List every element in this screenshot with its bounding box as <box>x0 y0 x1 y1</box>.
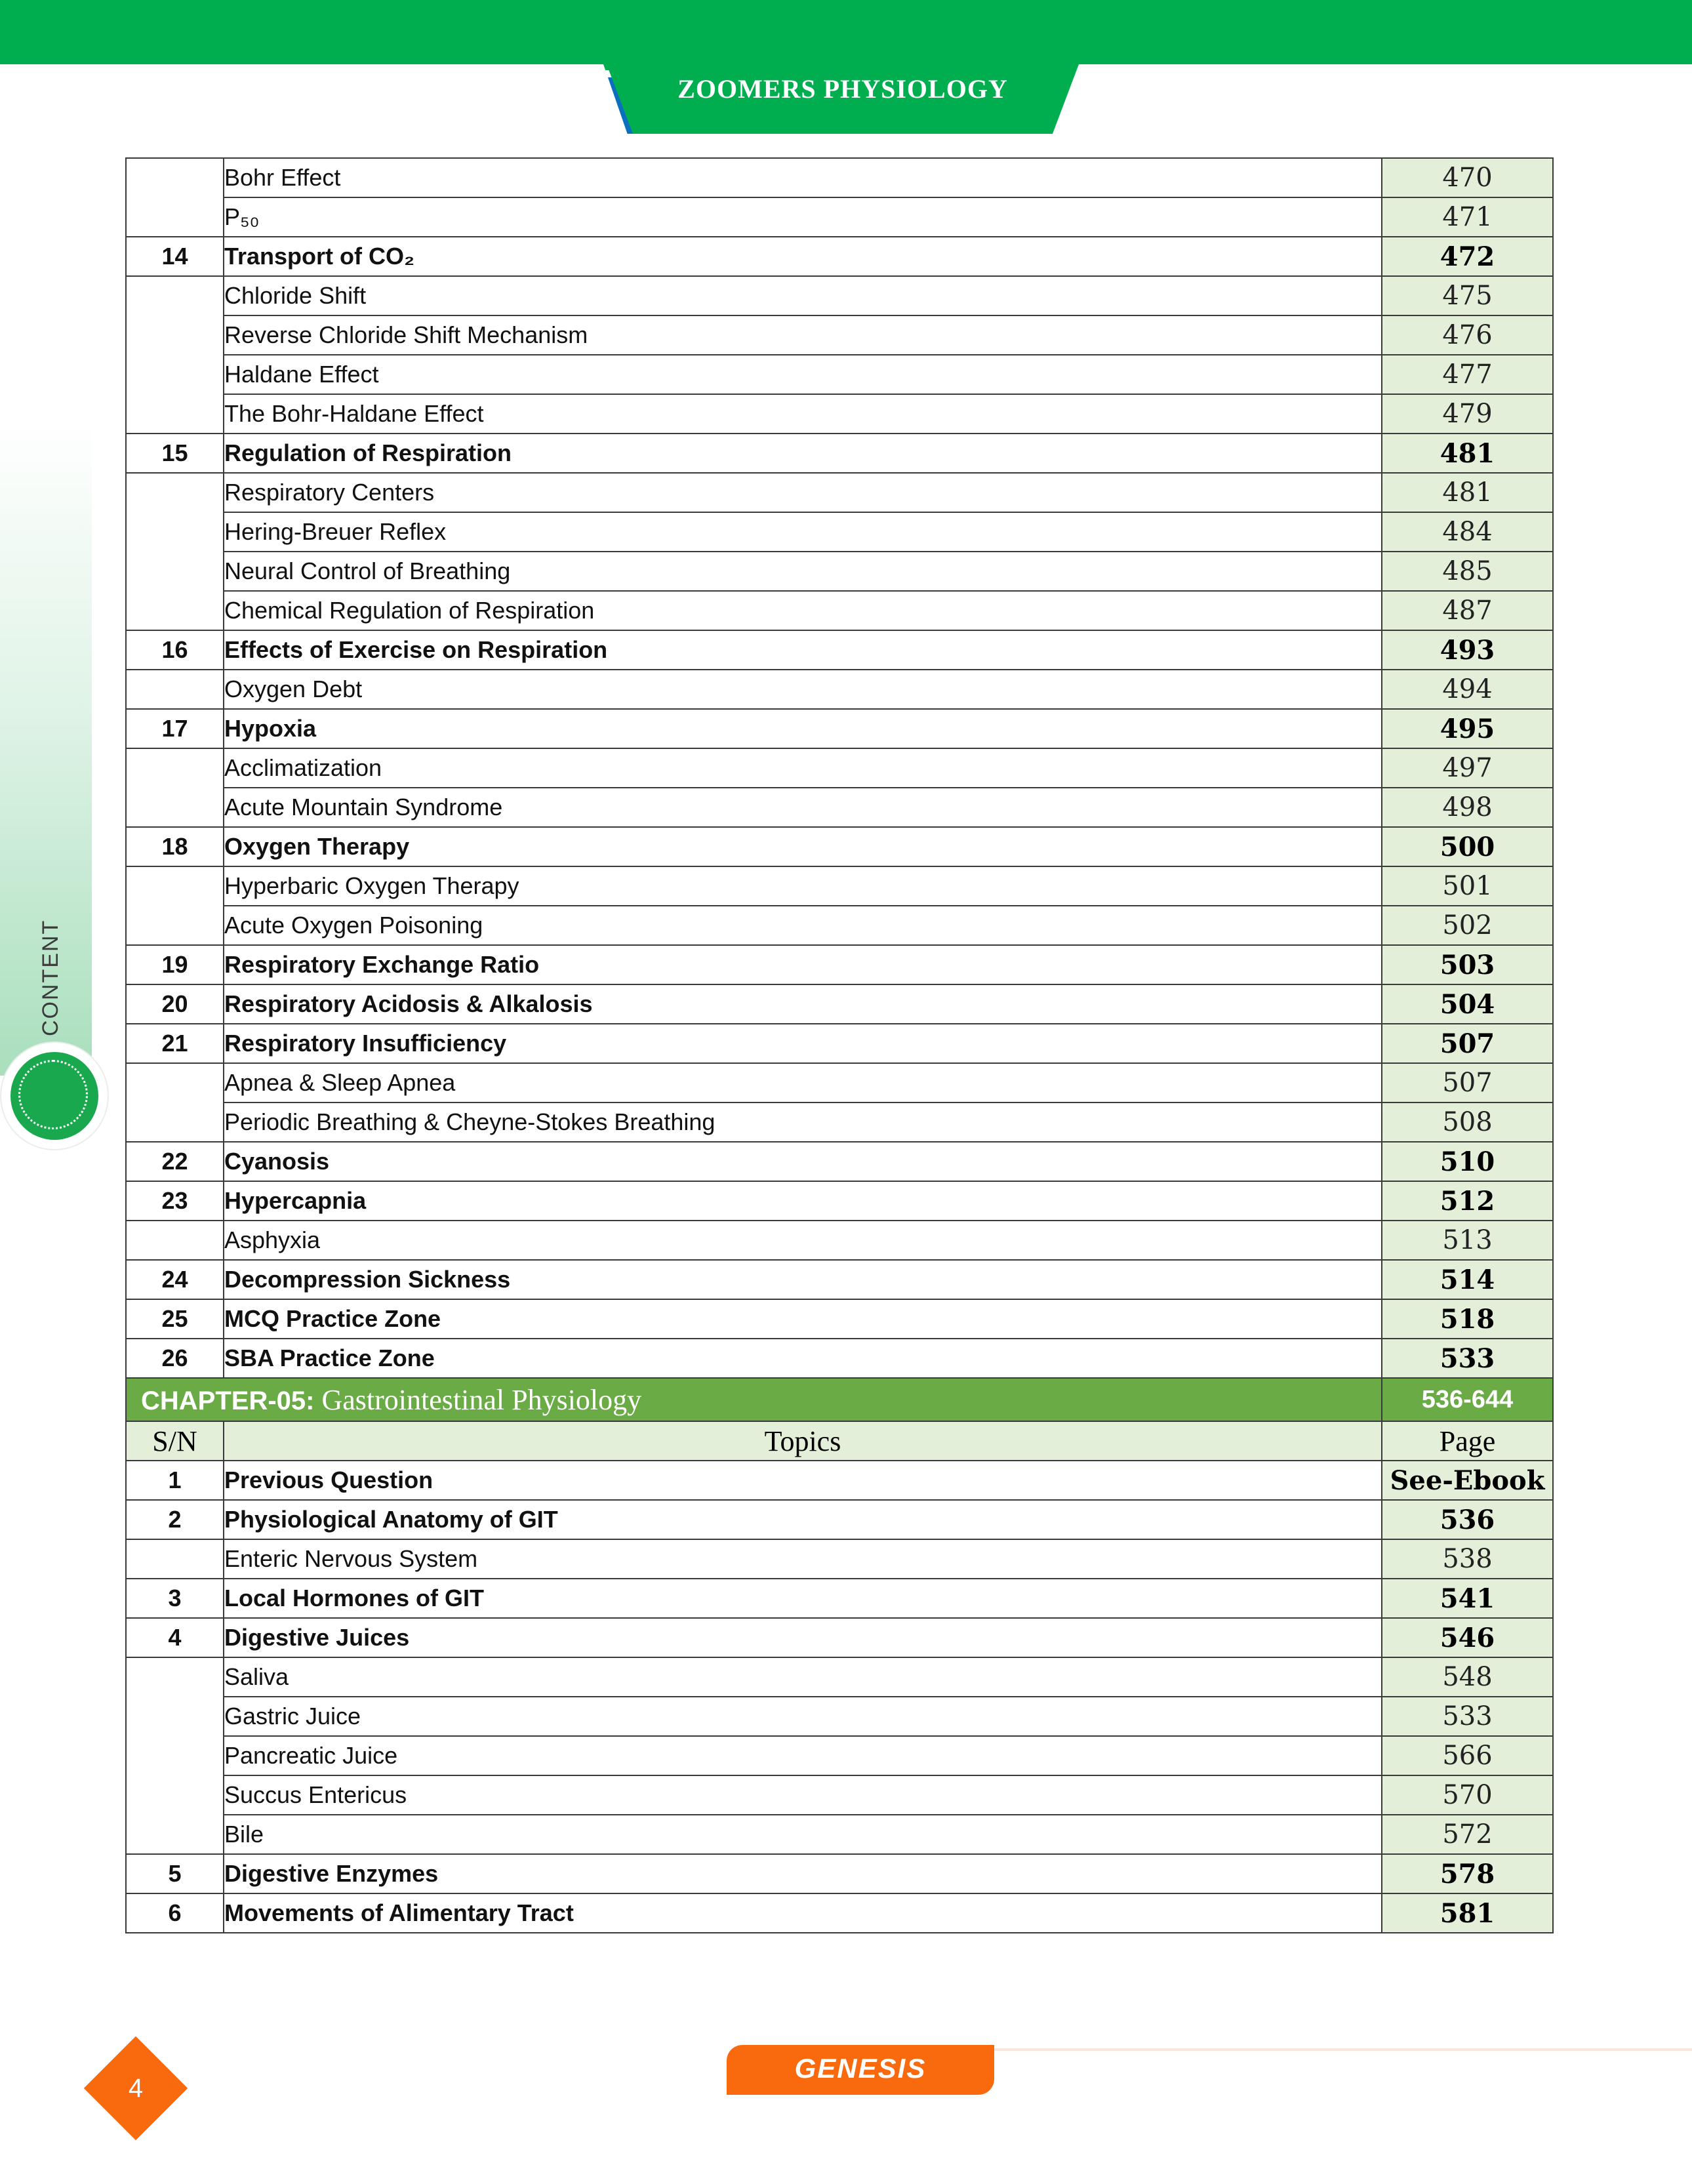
toc-row[interactable] <box>126 984 1553 1024</box>
toc-row[interactable] <box>126 434 1553 473</box>
header-green-bar <box>0 0 1692 70</box>
page-reference: 481 <box>1382 434 1553 473</box>
toc-row[interactable] <box>126 1736 1553 1775</box>
serial-number: 25 <box>126 1299 224 1339</box>
subtopic: Reverse Chloride Shift Mechanism <box>224 315 1382 355</box>
toc-row[interactable] <box>126 630 1553 670</box>
serial-number: 21 <box>126 1024 224 1063</box>
page-reference: 541 <box>1382 1579 1553 1618</box>
serial-number: 4 <box>126 1618 224 1657</box>
topic-heading: Local Hormones of GIT <box>224 1579 1382 1618</box>
side-section-label: CONTENT <box>38 919 63 1036</box>
page-reference: 472 <box>1382 237 1553 276</box>
chapter-name: Gastrointestinal Physiology <box>314 1383 642 1416</box>
serial-number <box>126 1221 224 1260</box>
subtopic: Neural Control of Breathing <box>224 552 1382 591</box>
page-reference: 471 <box>1382 197 1553 237</box>
toc-row[interactable] <box>126 1579 1553 1618</box>
serial-number <box>126 276 224 434</box>
serial-number <box>126 748 224 827</box>
serial-number: 3 <box>126 1579 224 1618</box>
page-reference: 475 <box>1382 276 1553 315</box>
page-reference: 566 <box>1382 1736 1553 1775</box>
subtopic: Acute Mountain Syndrome <box>224 788 1382 827</box>
topic-heading: Physiological Anatomy of GIT <box>224 1500 1382 1539</box>
page-number: 4 <box>128 2074 144 2103</box>
toc-row[interactable] <box>126 1539 1553 1579</box>
serial-number <box>126 1539 224 1579</box>
toc-row[interactable] <box>126 1461 1553 1500</box>
chapter-page-range: 536-644 <box>1382 1378 1553 1421</box>
subtopic: Hering-Breuer Reflex <box>224 512 1382 552</box>
page-reference: 470 <box>1382 158 1553 197</box>
page-reference: 481 <box>1382 473 1553 512</box>
toc-row[interactable] <box>126 1260 1553 1299</box>
page-reference: 493 <box>1382 630 1553 670</box>
contents-table <box>125 157 1554 1933</box>
serial-number: 14 <box>126 237 224 276</box>
chapter-title <box>126 1378 1382 1421</box>
page-reference: 503 <box>1382 945 1553 984</box>
serial-number <box>126 473 224 630</box>
column-header-topics: Topics <box>224 1421 1382 1461</box>
toc-row[interactable] <box>126 1815 1553 1854</box>
toc-row[interactable] <box>126 1221 1553 1260</box>
topic-heading: MCQ Practice Zone <box>224 1299 1382 1339</box>
toc-row[interactable] <box>126 1893 1553 1933</box>
subtopic: Apnea & Sleep Apnea <box>224 1063 1382 1102</box>
topic-heading: Cyanosis <box>224 1142 1382 1181</box>
toc-row[interactable] <box>126 945 1553 984</box>
page-reference: 504 <box>1382 984 1553 1024</box>
subtopic: P₅₀ <box>224 197 1382 237</box>
serial-number: 1 <box>126 1461 224 1500</box>
topic-heading: Hypercapnia <box>224 1181 1382 1221</box>
subtopic: Acclimatization <box>224 748 1382 788</box>
toc-row[interactable] <box>126 1500 1553 1539</box>
page-reference: 533 <box>1382 1339 1553 1378</box>
serial-number: 23 <box>126 1181 224 1221</box>
serial-number: 20 <box>126 984 224 1024</box>
column-header-sn: S/N <box>126 1421 224 1461</box>
column-header-page: Page <box>1382 1421 1553 1461</box>
page-reference: 581 <box>1382 1893 1553 1933</box>
toc-row[interactable] <box>126 748 1553 788</box>
toc-row[interactable] <box>126 866 1553 906</box>
subtopic: Acute Oxygen Poisoning <box>224 906 1382 945</box>
chapter-row[interactable] <box>126 1378 1553 1421</box>
serial-number: 22 <box>126 1142 224 1181</box>
page-reference: 497 <box>1382 748 1553 788</box>
page-reference: 501 <box>1382 866 1553 906</box>
serial-number: 2 <box>126 1500 224 1539</box>
page-reference: 507 <box>1382 1024 1553 1063</box>
page-reference: 502 <box>1382 906 1553 945</box>
page-reference: 570 <box>1382 1775 1553 1815</box>
page-reference: 578 <box>1382 1854 1553 1893</box>
page-reference: 507 <box>1382 1063 1553 1102</box>
toc-row[interactable] <box>126 1024 1553 1063</box>
page-reference: 494 <box>1382 670 1553 709</box>
topic-heading: Effects of Exercise on Respiration <box>224 630 1382 670</box>
serial-number: 18 <box>126 827 224 866</box>
page-reference: 487 <box>1382 591 1553 630</box>
toc-row[interactable] <box>126 197 1553 237</box>
subtopic: Saliva <box>224 1657 1382 1697</box>
subtopic: Periodic Breathing & Cheyne-Stokes Breathing <box>224 1102 1382 1142</box>
page-reference: 548 <box>1382 1657 1553 1697</box>
serial-number <box>126 670 224 709</box>
topic-heading: Regulation of Respiration <box>224 434 1382 473</box>
toc-row[interactable] <box>126 1775 1553 1815</box>
page-reference: 512 <box>1382 1181 1553 1221</box>
page-reference: 485 <box>1382 552 1553 591</box>
serial-number <box>126 1657 224 1854</box>
toc-row[interactable] <box>126 1854 1553 1893</box>
topic-heading: Transport of CO₂ <box>224 237 1382 276</box>
subtopic: Bohr Effect <box>224 158 1382 197</box>
page-reference: 546 <box>1382 1618 1553 1657</box>
serial-number: 19 <box>126 945 224 984</box>
page-reference: 538 <box>1382 1539 1553 1579</box>
topic-heading: Respiratory Insufficiency <box>224 1024 1382 1063</box>
subtopic: Hyperbaric Oxygen Therapy <box>224 866 1382 906</box>
page-reference: 495 <box>1382 709 1553 748</box>
toc-row[interactable] <box>126 276 1553 315</box>
contents-rows-chapter-04 <box>126 158 1553 1378</box>
topic-heading: SBA Practice Zone <box>224 1339 1382 1378</box>
subtopic: Enteric Nervous System <box>224 1539 1382 1579</box>
column-header-row <box>126 1421 1553 1461</box>
toc-row[interactable] <box>126 473 1553 512</box>
toc-row[interactable] <box>126 1102 1553 1142</box>
toc-row[interactable] <box>126 591 1553 630</box>
serial-number: 5 <box>126 1854 224 1893</box>
page-reference: 514 <box>1382 1260 1553 1299</box>
footer-brand-logo: GENESIS <box>794 2053 927 2084</box>
subtopic: Oxygen Debt <box>224 670 1382 709</box>
topic-heading: Digestive Enzymes <box>224 1854 1382 1893</box>
toc-row[interactable] <box>126 1339 1553 1378</box>
toc-row[interactable] <box>126 1299 1553 1339</box>
subtopic: Gastric Juice <box>224 1697 1382 1736</box>
subtopic: The Bohr-Haldane Effect <box>224 394 1382 434</box>
topic-heading: Respiratory Acidosis & Alkalosis <box>224 984 1382 1024</box>
toc-row[interactable] <box>126 906 1553 945</box>
serial-number <box>126 866 224 945</box>
side-badge-dots <box>18 1060 88 1129</box>
serial-number: 16 <box>126 630 224 670</box>
page-reference: 484 <box>1382 512 1553 552</box>
serial-number <box>126 158 224 237</box>
topic-heading: Hypoxia <box>224 709 1382 748</box>
serial-number: 6 <box>126 1893 224 1933</box>
subtopic: Pancreatic Juice <box>224 1736 1382 1775</box>
toc-row[interactable] <box>126 512 1553 552</box>
toc-row[interactable] <box>126 670 1553 709</box>
toc-row[interactable] <box>126 1697 1553 1736</box>
toc-row[interactable] <box>126 158 1553 197</box>
subtopic: Chloride Shift <box>224 276 1382 315</box>
toc-row[interactable] <box>126 237 1553 276</box>
subtopic: Asphyxia <box>224 1221 1382 1260</box>
page-reference: 500 <box>1382 827 1553 866</box>
toc-row[interactable] <box>126 394 1553 434</box>
page-reference: 508 <box>1382 1102 1553 1142</box>
subtopic: Chemical Regulation of Respiration <box>224 591 1382 630</box>
topic-heading: Movements of Alimentary Tract <box>224 1893 1382 1933</box>
topic-heading: Previous Question <box>224 1461 1382 1500</box>
page-reference: 518 <box>1382 1299 1553 1339</box>
serial-number: 24 <box>126 1260 224 1299</box>
toc-row[interactable] <box>126 709 1553 748</box>
toc-row[interactable] <box>126 1063 1553 1102</box>
toc-row[interactable] <box>126 552 1553 591</box>
subtopic: Bile <box>224 1815 1382 1854</box>
toc-row[interactable] <box>126 1181 1553 1221</box>
page-title: ZOOMERS PHYSIOLOGY <box>677 74 1008 104</box>
topic-heading: Decompression Sickness <box>224 1260 1382 1299</box>
page-reference: 536 <box>1382 1500 1553 1539</box>
page-reference: 476 <box>1382 315 1553 355</box>
page-reference: 479 <box>1382 394 1553 434</box>
topic-heading: Respiratory Exchange Ratio <box>224 945 1382 984</box>
serial-number <box>126 1063 224 1142</box>
page-reference: 510 <box>1382 1142 1553 1181</box>
page-reference: See-Ebook <box>1382 1461 1553 1500</box>
page-reference: 477 <box>1382 355 1553 394</box>
topic-heading: Oxygen Therapy <box>224 827 1382 866</box>
toc-row[interactable] <box>126 315 1553 355</box>
page-reference: 572 <box>1382 1815 1553 1854</box>
contents-rows-chapter-05 <box>126 1461 1553 1933</box>
subtopic: Haldane Effect <box>224 355 1382 394</box>
subtopic: Respiratory Centers <box>224 473 1382 512</box>
serial-number: 15 <box>126 434 224 473</box>
chapter-05-heading <box>126 1378 1553 1461</box>
serial-number: 26 <box>126 1339 224 1378</box>
page-reference: 498 <box>1382 788 1553 827</box>
page-reference: 533 <box>1382 1697 1553 1736</box>
topic-heading: Digestive Juices <box>224 1618 1382 1657</box>
toc-row[interactable] <box>126 1142 1553 1181</box>
chapter-label: CHAPTER-05: <box>141 1386 315 1415</box>
toc-row[interactable] <box>126 1657 1553 1697</box>
toc-row[interactable] <box>126 827 1553 866</box>
subtopic: Succus Entericus <box>224 1775 1382 1815</box>
toc-row[interactable] <box>126 355 1553 394</box>
toc-row[interactable] <box>126 788 1553 827</box>
toc-row[interactable] <box>126 1618 1553 1657</box>
serial-number: 17 <box>126 709 224 748</box>
page-reference: 513 <box>1382 1221 1553 1260</box>
